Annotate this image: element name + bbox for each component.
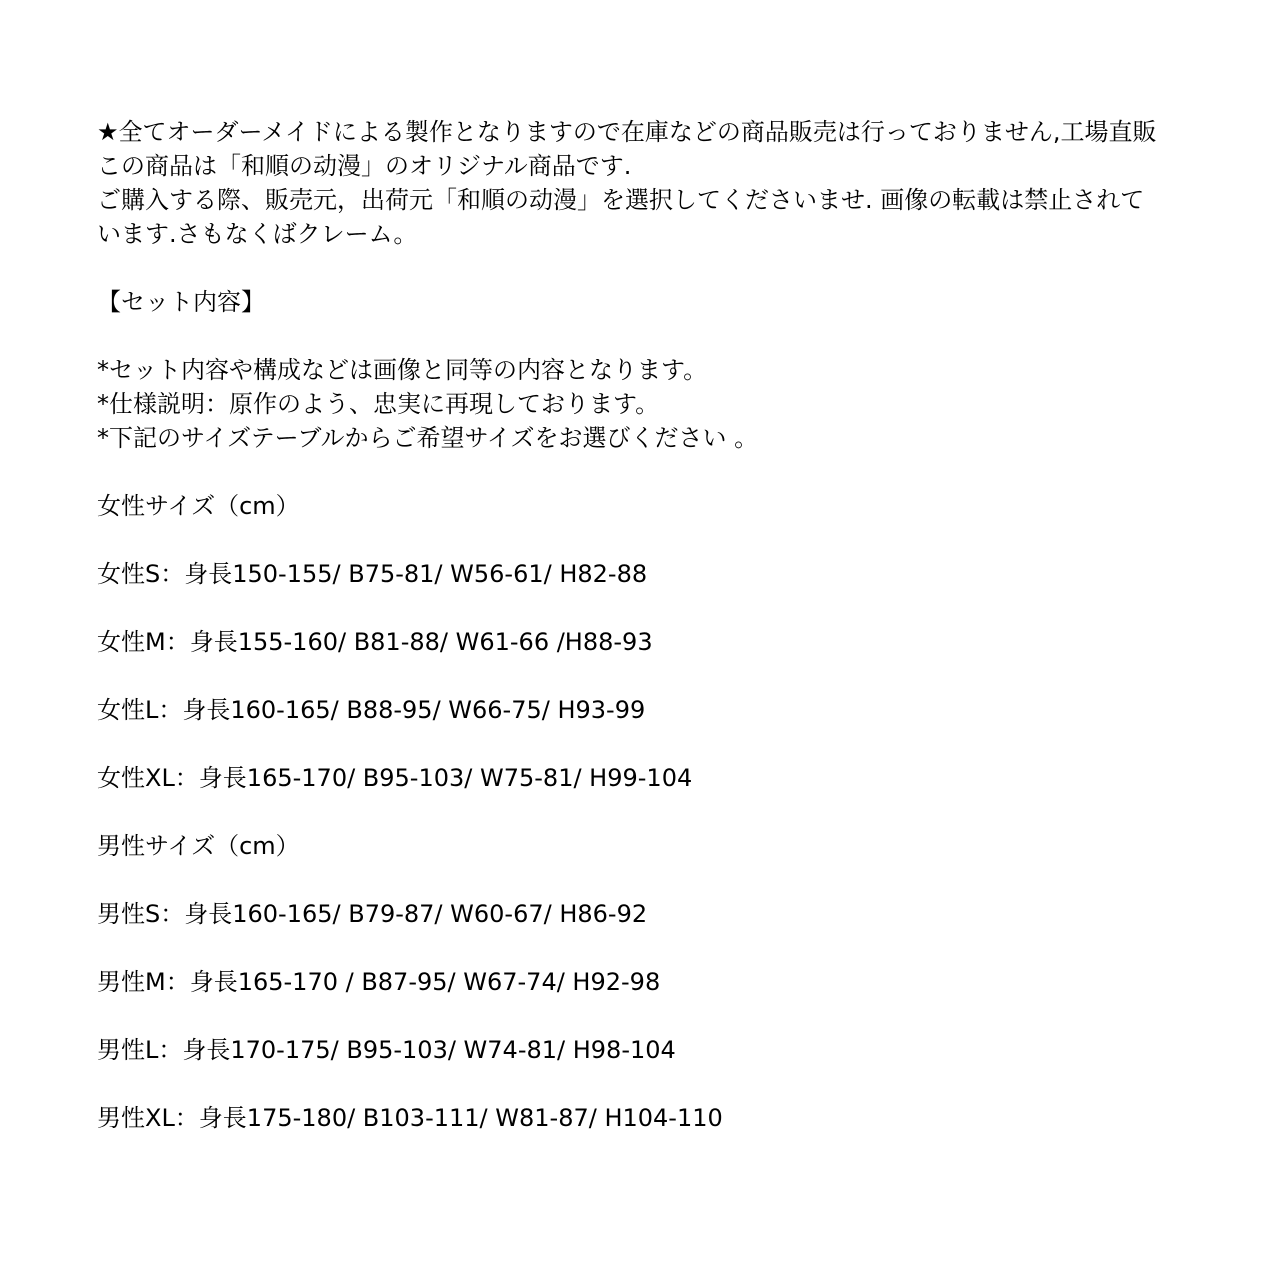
note-item: *セット内容や構成などは画像と同等の内容となります。 xyxy=(97,356,708,384)
women-size-row-xl: 女性XL：身長165-170/ B95-103/ W75-81/ H99-104 xyxy=(97,764,693,792)
set-contents-heading: 【セット内容】 xyxy=(97,288,265,316)
men-size-row-m: 男性M：身長165-170 / B87-95/ W67-74/ H92-98 xyxy=(97,968,661,996)
intro-line: ★全てオーダーメイドによる製作となりますので在庫などの商品販売は行っておりません,工場直販 xyxy=(97,118,1157,146)
intro-line: います.さもなくばクレーム。 xyxy=(97,220,418,248)
product-description xyxy=(97,115,1237,1135)
men-size-heading: 男性サイズ（cm） xyxy=(97,832,300,860)
notes-list xyxy=(97,353,1237,455)
women-size-row-s: 女性S：身長150-155/ B75-81/ W56-61/ H82-88 xyxy=(97,560,648,588)
intro-line: ご購入する際、販売元，出荷元「和順の动漫」を選択してくださいませ. 画像の転載は禁止されて xyxy=(97,186,1145,214)
men-size-row-xl: 男性XL：身長175-180/ B103-111/ W81-87/ H104-110 xyxy=(97,1104,723,1132)
men-size-row-l: 男性L：身長170-175/ B95-103/ W74-81/ H98-104 xyxy=(97,1036,676,1064)
note-item: *仕様説明：原作のよう、忠実に再現しております。 xyxy=(97,390,660,418)
men-size-row-s: 男性S：身長160-165/ B79-87/ W60-67/ H86-92 xyxy=(97,900,648,928)
women-size-row-l: 女性L：身長160-165/ B88-95/ W66-75/ H93-99 xyxy=(97,696,646,724)
women-size-heading: 女性サイズ（cm） xyxy=(97,492,300,520)
intro-line: この商品は「和順の动漫」のオリジナル商品です. xyxy=(97,152,632,180)
note-item: *下記のサイズテーブルからご希望サイズをお選びください 。 xyxy=(97,424,759,452)
intro-paragraph xyxy=(97,115,1237,251)
women-size-row-m: 女性M：身長155-160/ B81-88/ W61-66 /H88-93 xyxy=(97,628,653,656)
